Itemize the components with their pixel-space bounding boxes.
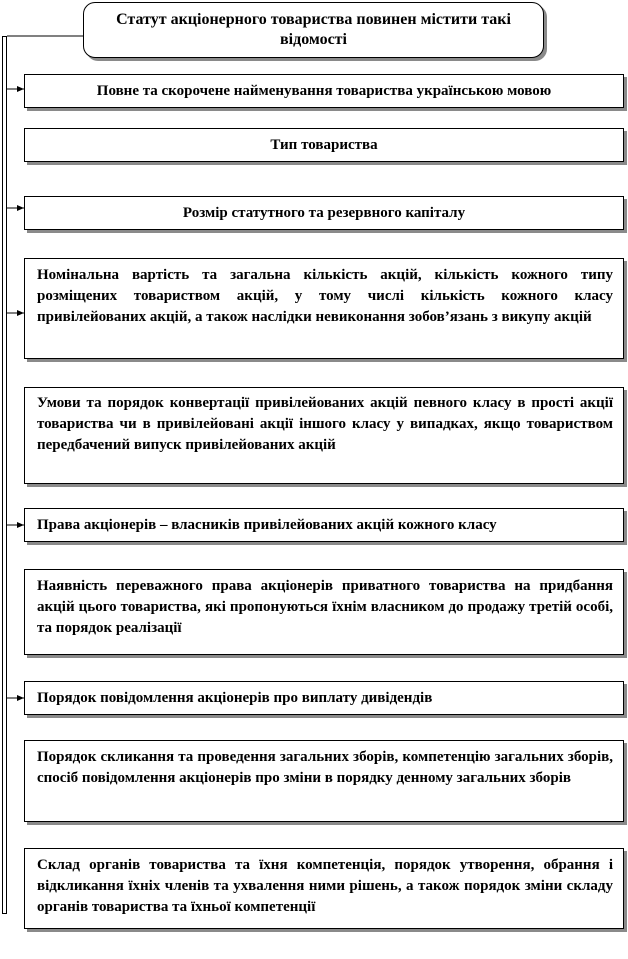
diagram-title: Статут акціонерного товариства повинен містити такі відомості [83,2,544,58]
item-preferred-rights: Права акціонерів – власників привілейованих акцій кожного класу [24,508,624,542]
item-shares-nominal: Номінальна вартість та загальна кількість акцій, кількість кожного типу розміщених товариством акцій, у тому числі кількість кожного класу привілейованих акцій, а також наслідки невиконання зобов’язань з викупу акцій [24,258,624,359]
item-governing-bodies: Склад органів товариства та їхня компетенція, порядок утворення, обрання і відкликання їхніх членів та ухвалення ними рішень, а також порядок зміни складу органів товариства та їхньої компетенції [24,848,624,929]
item-capital-size: Розмір статутного та резервного капіталу [24,196,624,230]
item-general-meetings: Порядок скликання та проведення загальних зборів, компетенцію загальних зборів, спосіб повідомлення акціонерів про зміни в порядку денному загальних зборів [24,740,624,822]
item-dividend-notice: Порядок повідомлення акціонерів про виплату дивідендів [24,681,624,715]
item-conversion-conditions: Умови та порядок конвертації привілейованих акцій певного класу в прості акції товариства чи в привілейовані акції іншого класу у випадках, якщо товариством передбачений випуск привілейованих акцій [24,387,624,484]
item-company-type: Тип товариства [24,128,624,162]
item-preemptive-right: Наявність переважного права акціонерів приватного товариства на придбання акцій цього товариства, які пропонуються їхнім власником до продажу третій особі, та порядок реалізації [24,569,624,655]
item-full-name: Повне та скорочене найменування товариства українською мовою [24,74,624,108]
